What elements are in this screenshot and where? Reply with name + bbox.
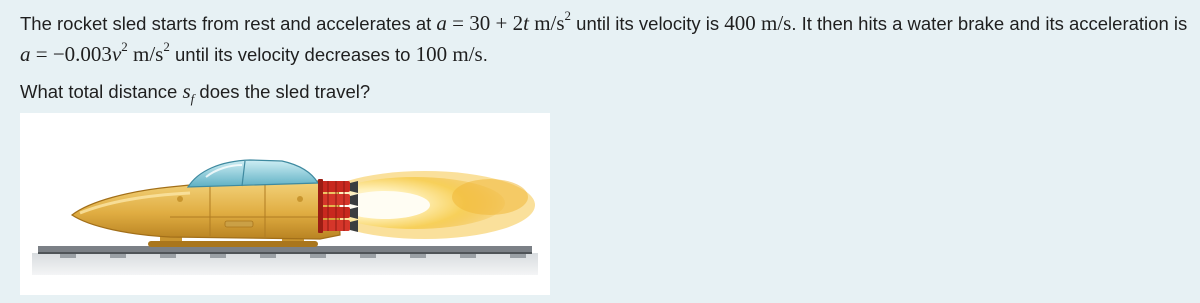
math-vmax: 400 m/s bbox=[724, 11, 792, 35]
question-text: What total distance $s_f$ does the sled travel? bbox=[20, 79, 371, 107]
rocket-sled-figure bbox=[20, 113, 550, 295]
problem-text: The rocket sled starts from rest and accelerates at a = 30 + 2t $m/s^2$ until its velocity is 400 m/s. It then hits a water brake and its acceleration is $a = -0.003v^2$ $m/s^2$ until its velocity decreases to 100 m/s. bbox=[20, 8, 1188, 66]
math-accel-1: a = 30 + 2t $m/s^2$ bbox=[436, 8, 572, 35]
rocket-sled-illustration bbox=[20, 113, 550, 295]
math-sf: $s_f$ bbox=[182, 79, 195, 107]
math-vfinal: 100 m/s bbox=[415, 42, 483, 66]
math-accel-2: $a = -0.003v^2$ $m/s^2$ bbox=[20, 39, 170, 66]
sled-body bbox=[72, 181, 340, 239]
sled-canopy bbox=[188, 160, 318, 187]
problem-statement bbox=[20, 8, 1190, 107]
